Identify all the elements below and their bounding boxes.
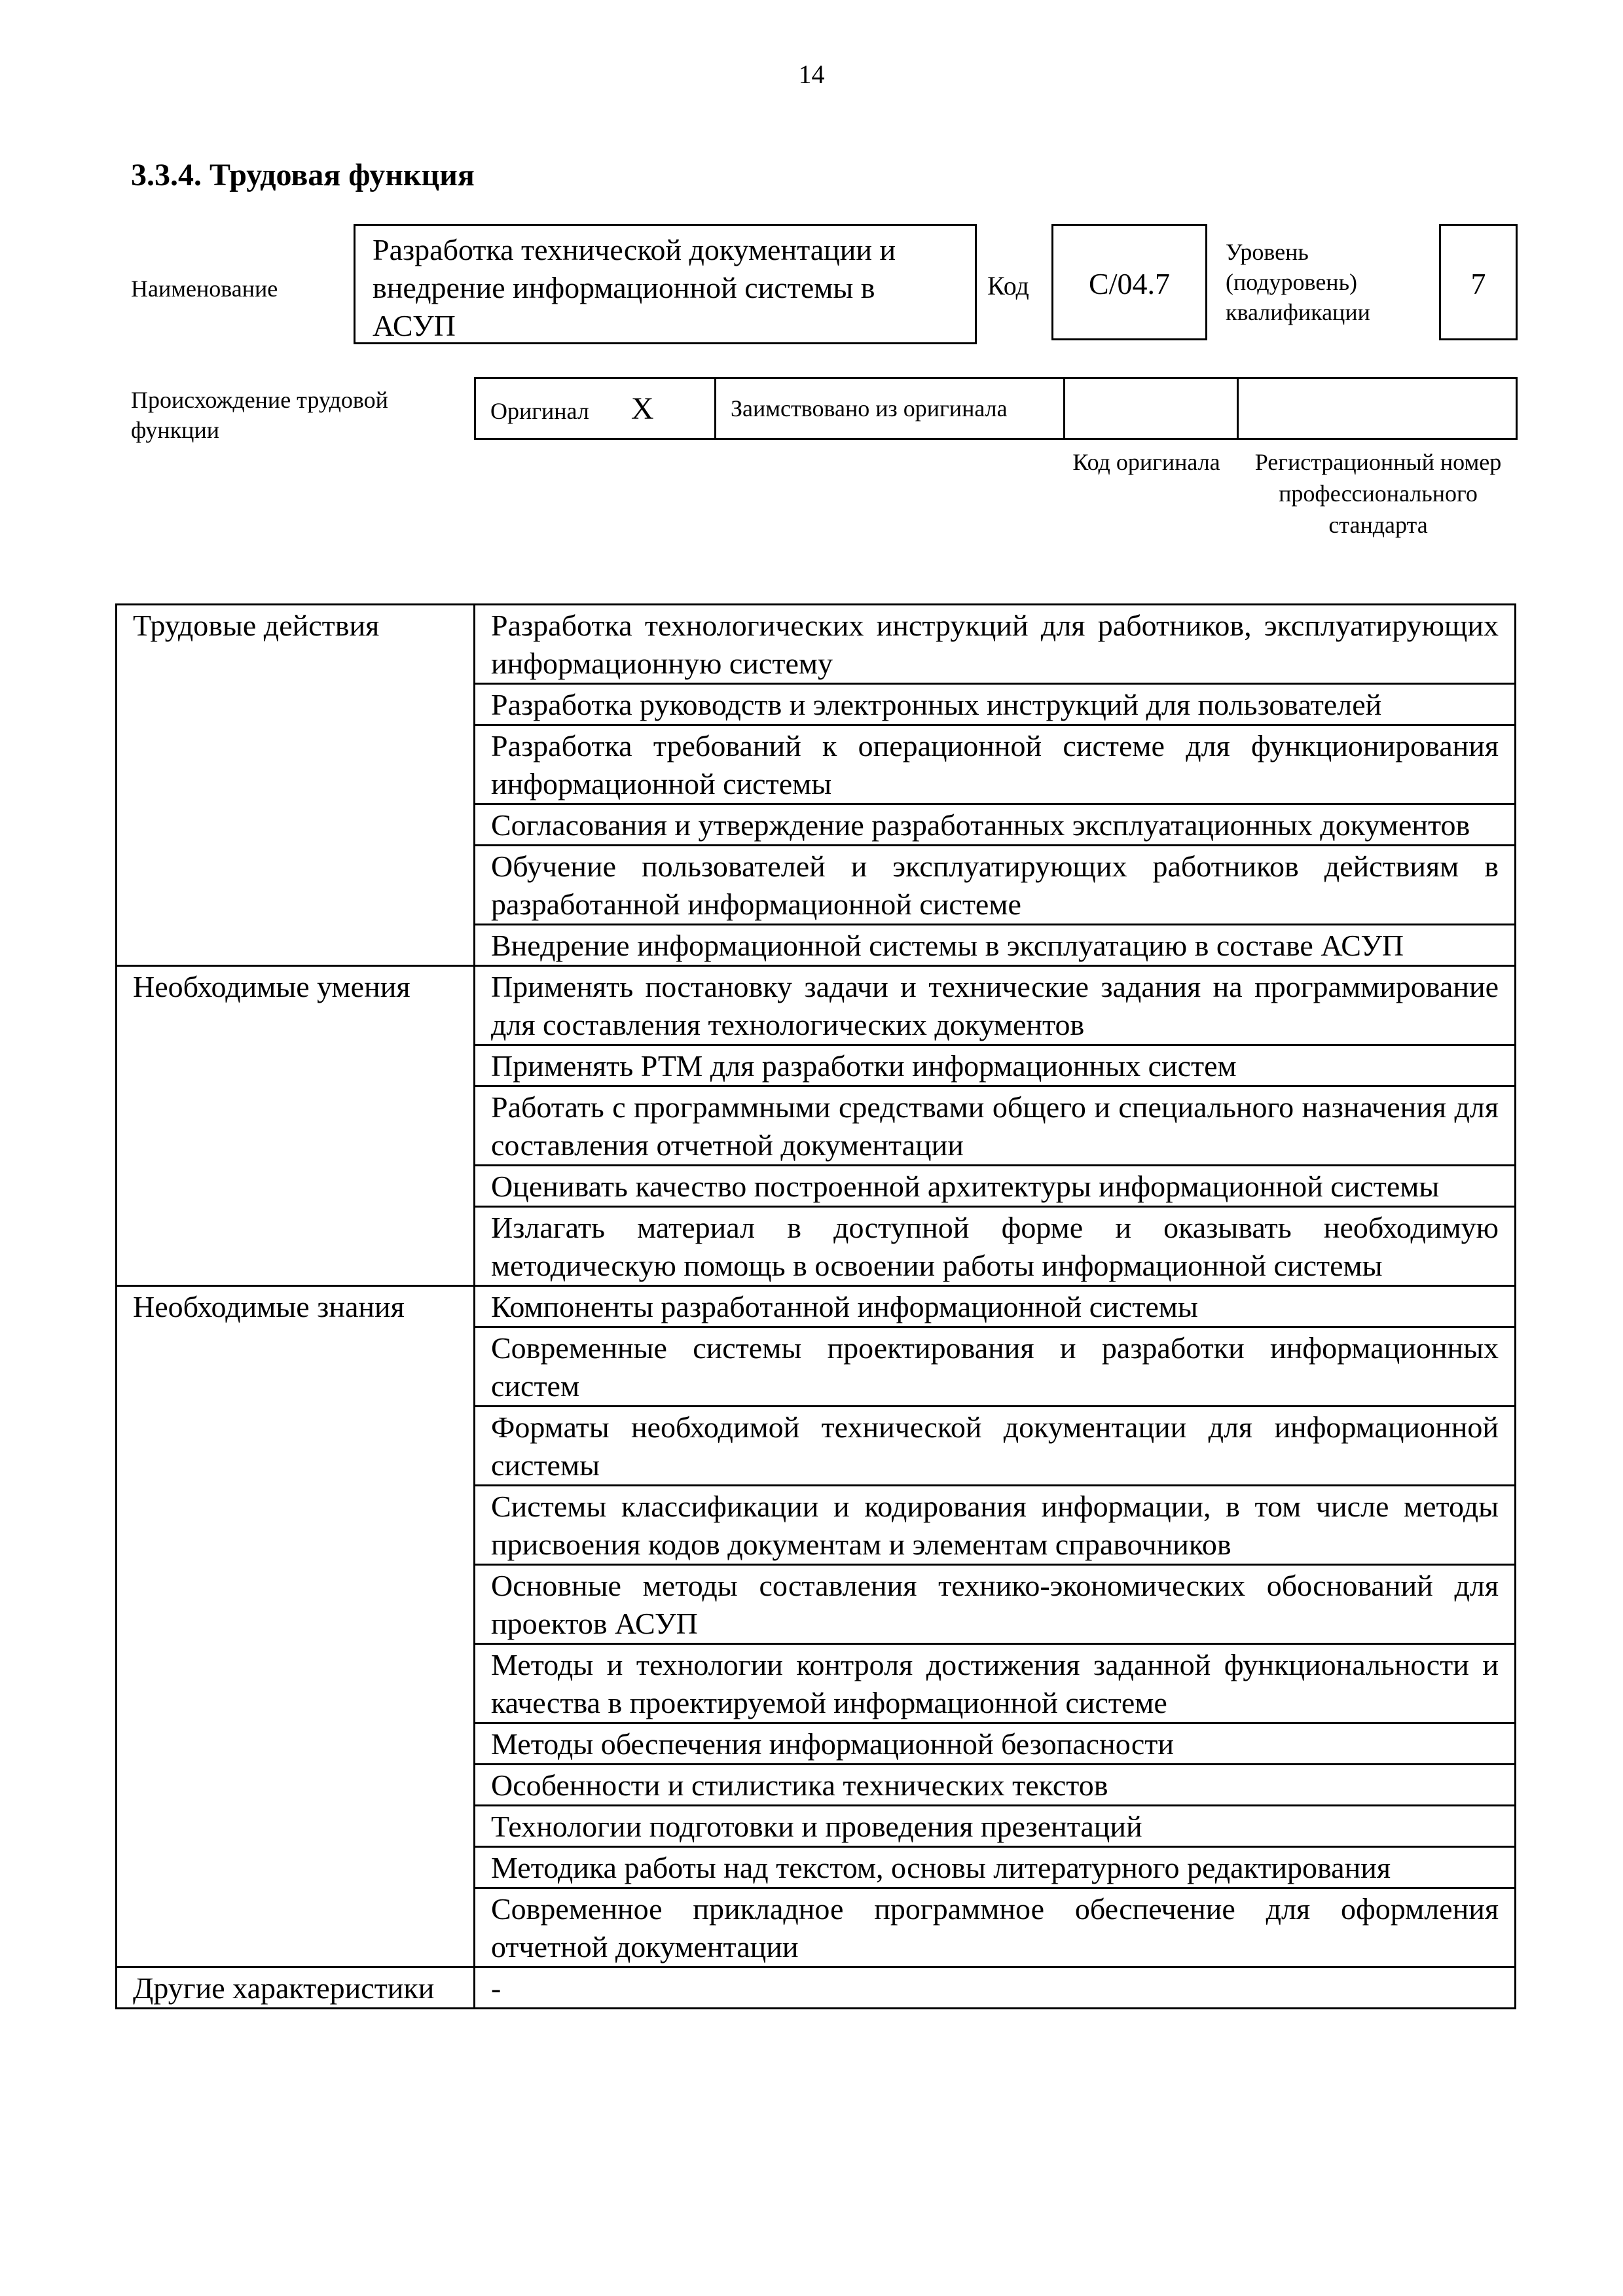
borrowed-label: Заимствовано из оригинала [731, 395, 1008, 422]
table-cell: Методы обеспечения информационной безопасности [475, 1723, 1516, 1765]
code-original-label: Код оригинала [1072, 449, 1220, 475]
section-title: 3.3.4. Трудовая функция [131, 158, 475, 192]
table-cell: Системы классификации и кодирования информации, в том числе методы присвоения кодов документам и элементам справочников [475, 1486, 1516, 1565]
table-cell: Разработка требований к операционной системе для функционирования информационной системы [475, 725, 1516, 804]
table-cell: Методика работы над текстом, основы литературного редактирования [475, 1847, 1516, 1888]
table-cell: Компоненты разработанной информационной системы [475, 1286, 1516, 1327]
origin-borrowed-cell [716, 378, 1065, 439]
table-cell: Современные системы проектирования и разработки информационных систем [475, 1327, 1516, 1407]
code-original-cell [1065, 378, 1238, 439]
category-other-characteristics: Другие характеристики [117, 1967, 475, 2009]
table-row [117, 1967, 1516, 2009]
table-row [117, 1286, 1516, 1327]
table-cell: Особенности и стилистика технических текстов [475, 1765, 1516, 1806]
code-value: C/04.7 [1051, 224, 1207, 340]
original-label: Оригинал [490, 397, 589, 424]
reg-number-label: Регистрационный номер профессионального стандарта [1254, 449, 1502, 538]
original-mark: X [630, 391, 654, 426]
category-required-knowledge: Необходимые знания [117, 1286, 475, 1967]
table-cell: Применять постановку задачи и технические задания на программирование для составления технологических документов [475, 966, 1516, 1045]
table-cell: - [475, 1967, 1516, 2009]
function-table [115, 603, 1516, 2009]
origin-table [474, 377, 1518, 440]
table-cell: Применять РТМ для разработки информационных систем [475, 1045, 1516, 1086]
table-cell: Методы и технологии контроля достижения заданной функциональности и качества в проектируемой информационной системе [475, 1644, 1516, 1723]
table-cell: Оценивать качество построенной архитектуры информационной системы [475, 1166, 1516, 1207]
origin-label: Происхождение трудовой функции [131, 387, 388, 443]
table-cell: Работать с программными средствами общего и специального назначения для составления отчетной документации [475, 1086, 1516, 1166]
table-cell: Современное прикладное программное обеспечение для оформления отчетной документации [475, 1888, 1516, 1967]
level-value: 7 [1439, 224, 1518, 340]
name-label: Наименование [131, 276, 278, 302]
category-labor-actions: Трудовые действия [117, 605, 475, 966]
code-label: Код [987, 271, 1029, 300]
table-cell: Излагать материал в доступной форме и оказывать необходимую методическую помощь в освоении работы информационной системы [475, 1207, 1516, 1286]
category-required-skills: Необходимые умения [117, 966, 475, 1286]
table-cell: Согласования и утверждение разработанных эксплуатационных документов [475, 804, 1516, 846]
table-cell: Основные методы составления технико-экономических обоснований для проектов АСУП [475, 1565, 1516, 1644]
table-row [117, 966, 1516, 1045]
table-cell: Разработка технологических инструкций для работников, эксплуатирующих информационную систему [475, 605, 1516, 684]
table-cell: Обучение пользователей и эксплуатирующих работников действиям в разработанной информационной системе [475, 846, 1516, 925]
reg-number-cell [1238, 378, 1517, 439]
origin-original-cell [475, 378, 716, 439]
level-label: Уровень (подуровень) квалификации [1226, 239, 1370, 325]
table-row [117, 605, 1516, 684]
table-cell: Форматы необходимой технической документации для информационной системы [475, 1407, 1516, 1486]
name-value: Разработка технической документации и внедрение информационной системы в АСУП [354, 224, 977, 344]
table-cell: Технологии подготовки и проведения презентаций [475, 1806, 1516, 1847]
table-cell: Внедрение информационной системы в эксплуатацию в составе АСУП [475, 925, 1516, 966]
table-cell: Разработка руководств и электронных инструкций для пользователей [475, 684, 1516, 725]
page-number: 14 [798, 60, 825, 89]
